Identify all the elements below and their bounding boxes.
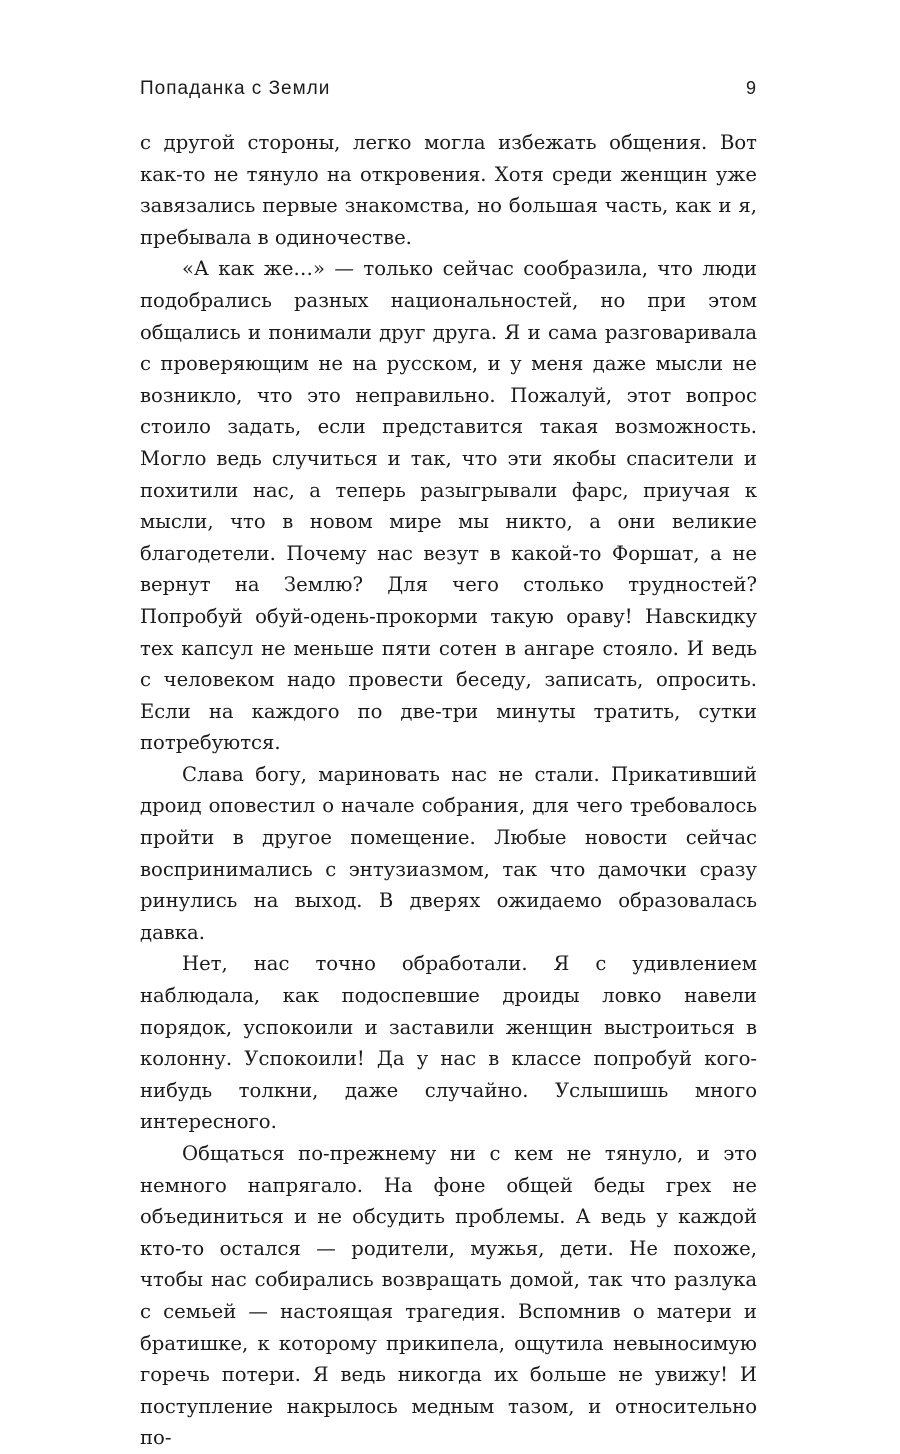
paragraph: Общаться по-прежнему ни с кем не тянуло, и это немного напрягало. На фоне общей беды грех не объединиться и не обсудить проблемы. А ведь у каждой кто-то остался — родители, мужья, дети. Не похоже, чтобы нас собирались возвращать домой, так что разлука с семьей — настоящая трагедия. Вспомнив о матери и братишке, к которому прикипела, ощутила невыносимую горечь потери. Я ведь никогда их больше не увижу! И поступление накрылось медным тазом, и относительно по- — [140, 1142, 757, 1450]
body-text — [140, 127, 757, 1454]
paragraph: «А как же…» — только сейчас сообразила, что люди подобрались разных национальностей, но при этом общались и понимали друг друга. Я и сама разговаривала с проверяющим не на русском, и у меня даже мысли не возникло, что это неправильно. Пожалуй, этот вопрос стоило задать, если представится такая возможность. Могло ведь случиться и так, что эти якобы спасители и похитили нас, а теперь разыгрывали фарс, приучая к мысли, что в новом мире мы никто, а они великие благодетели. Почему нас везут в какой-то Форшат, а не вернут на Землю? Для чего столько трудностей? Попробуй обуй-одень-прокорми такую ораву! Навскидку тех капсул не меньше пяти сотен в ангаре стояло. И ведь с человеком надо провести беседу, записать, опросить. Если на каждого по две-три минуты тратить, сутки потребуются. — [140, 257, 757, 755]
running-head — [140, 78, 757, 110]
paragraph: Нет, нас точно обработали. Я с удивлением наблюдала, как подоспевшие дроиды ловко навели порядок, успокоили и заставили женщин выстроиться в колонну. Успокоили! Да у нас в классе попробуй кого-нибудь толкни, даже случайно. Услышишь много интересного. — [140, 952, 757, 1134]
paragraph-continued: с другой стороны, легко могла избежать общения. Вот как-то не тянуло на откровения. Хотя среди женщин уже завязались первые знакомства, но большая часть, как и я, пребывала в одиночестве. — [140, 131, 757, 249]
page-number: 9 — [745, 78, 757, 98]
running-title: Попаданка с Земли — [140, 78, 331, 99]
book-page — [140, 78, 757, 1450]
paragraph: Слава богу, мариновать нас не стали. Прикативший дроид оповестил о начале собрания, для чего требовалось пройти в другое помещение. Любые новости сейчас воспринимались с энтузиазмом, так что дамочки сразу ринулись на выход. В дверях ожидаемо образовалась давка. — [140, 762, 757, 944]
